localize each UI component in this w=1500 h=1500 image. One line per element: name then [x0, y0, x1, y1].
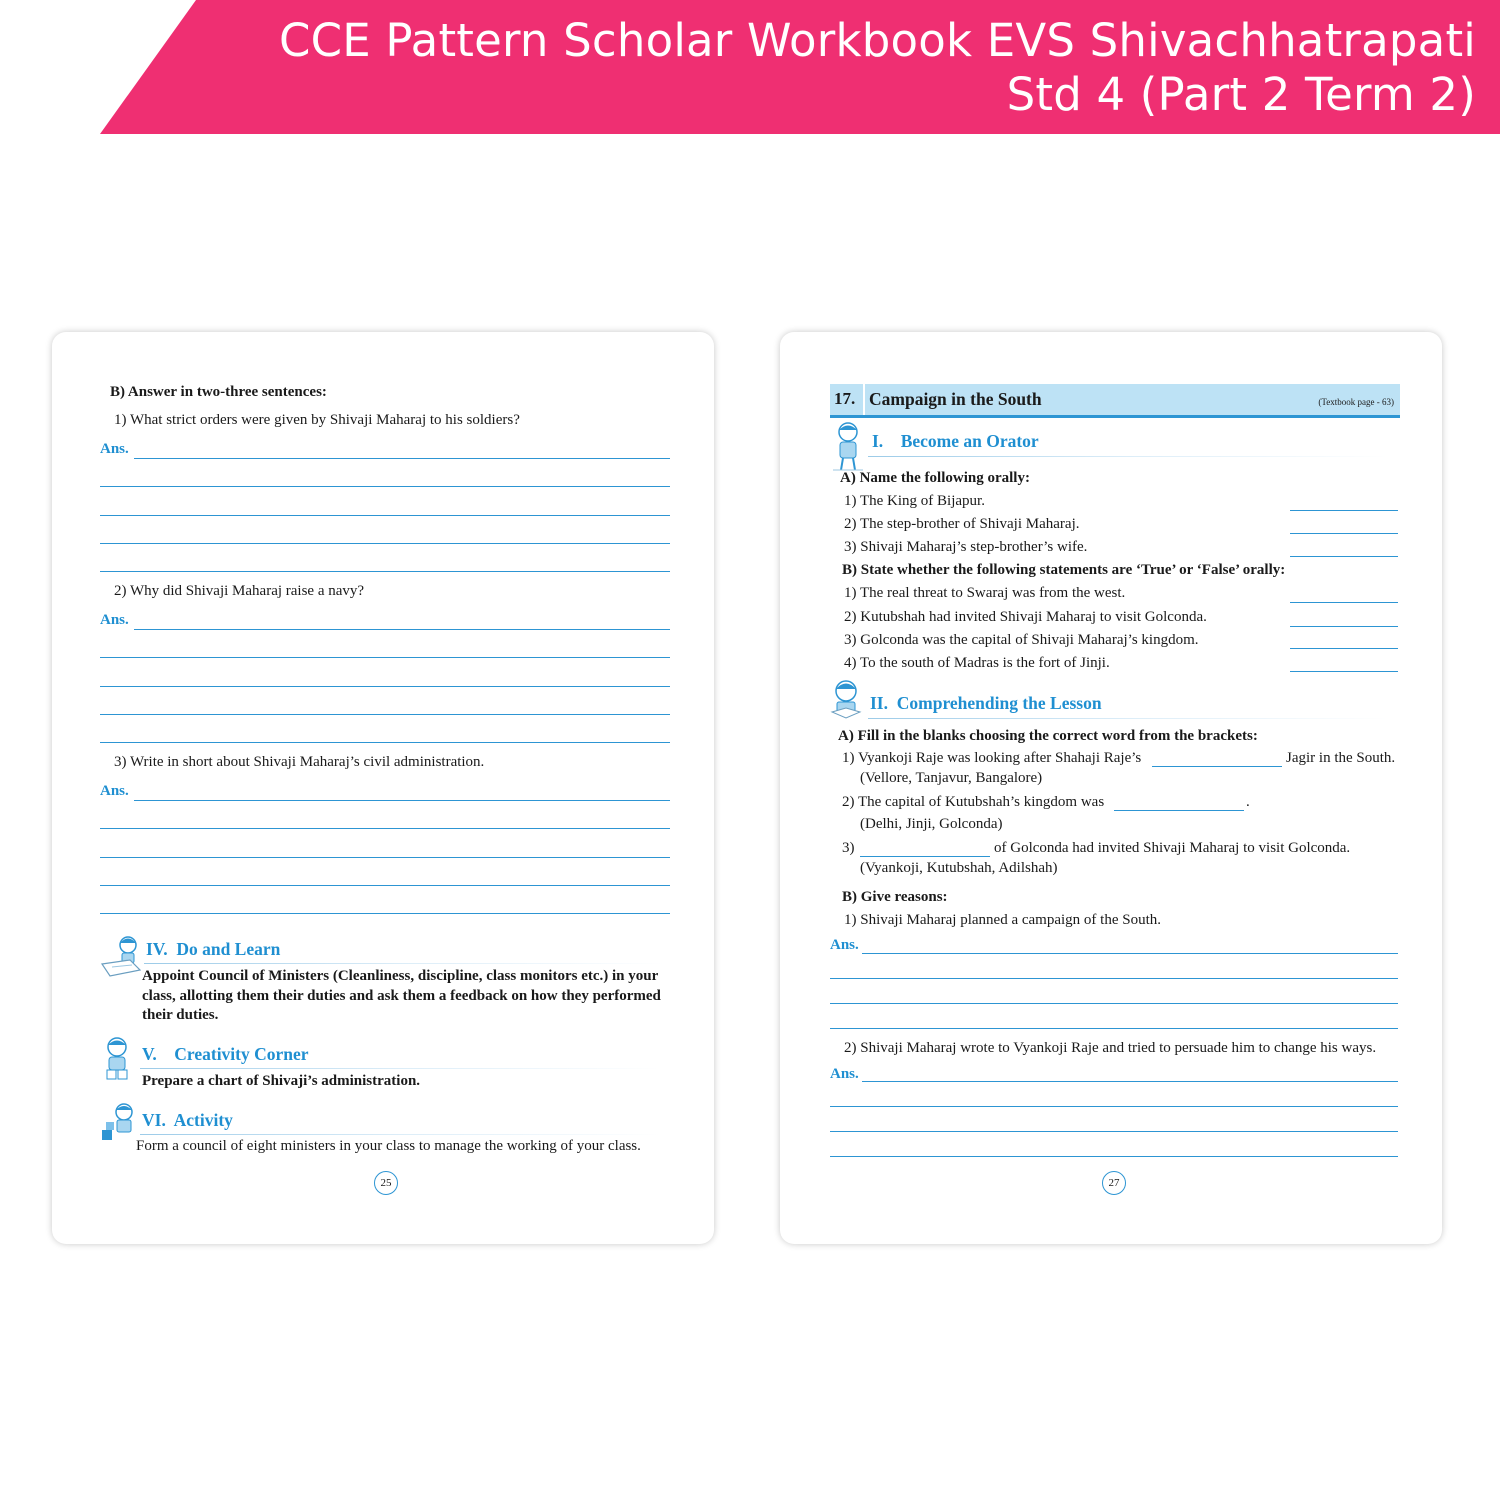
do-learn-heading	[146, 939, 280, 960]
orator-a-item-1: 1) The King of Bijapur.	[844, 493, 985, 509]
answer-line[interactable]	[830, 1106, 1398, 1107]
do-learn-title: Do and Learn	[176, 939, 281, 959]
left-page	[52, 332, 714, 1244]
right-page	[780, 332, 1442, 1244]
do-learn-line-2: class, allotting them their duties and ask them a feedback on how they performed	[142, 988, 661, 1004]
oral-answer-line[interactable]	[1290, 626, 1398, 627]
banner-title	[279, 14, 1476, 122]
do-learn-num: IV.	[146, 939, 168, 959]
activity-num: VI.	[142, 1110, 166, 1130]
fill-blank[interactable]	[860, 856, 990, 857]
orator-b-item-1: 1) The real threat to Swaraj was from the west.	[844, 585, 1126, 601]
section-divider	[868, 718, 1388, 719]
question-2: 2) Why did Shivaji Maharaj raise a navy?	[114, 583, 365, 599]
child-drawing-icon	[102, 1036, 134, 1082]
orator-b-heading: B) State whether the following statements are ‘True’ or ‘False’ orally:	[842, 562, 1286, 578]
orator-a-heading: A) Name the following orally:	[840, 470, 1030, 486]
fill-q2-options: (Delhi, Jinji, Golconda)	[860, 816, 1003, 832]
fill-q1-end: Jagir in the South.	[1286, 750, 1396, 766]
comprehend-heading	[870, 693, 1102, 714]
orator-a-item-3: 3) Shivaji Maharaj’s step-brother’s wife.	[844, 539, 1088, 555]
answer-line[interactable]	[100, 714, 670, 715]
chapter-number: 17.	[834, 389, 856, 408]
do-learn-line-1: Appoint Council of Ministers (Cleanliness, discipline, class monitors etc.) in your	[142, 968, 659, 984]
fill-blank[interactable]	[1152, 766, 1282, 767]
answer-line[interactable]	[134, 458, 670, 459]
answer-line[interactable]	[100, 657, 670, 658]
reasons-heading: B) Give reasons:	[842, 889, 948, 905]
ans-label: Ans.	[100, 441, 129, 457]
orator-b-item-4: 4) To the south of Madras is the fort of Jinji.	[844, 655, 1110, 671]
answer-line[interactable]	[830, 1028, 1398, 1029]
orator-title: Become an Orator	[900, 431, 1039, 451]
child-blocks-icon	[100, 1102, 138, 1142]
oral-answer-line[interactable]	[1290, 533, 1398, 534]
chapter-underline	[830, 415, 1400, 418]
fill-q3-number: 3)	[842, 840, 855, 856]
chapter-title: Campaign in the South	[869, 389, 1042, 409]
oral-answer-line[interactable]	[1290, 556, 1398, 557]
answer-line[interactable]	[100, 913, 670, 914]
question-3: 3) Write in short about Shivaji Maharaj’s civil administration.	[114, 754, 485, 770]
fill-blank[interactable]	[1114, 810, 1244, 811]
answer-line[interactable]	[830, 978, 1398, 979]
answer-line[interactable]	[100, 885, 670, 886]
child-writing-icon	[100, 934, 144, 978]
creativity-heading	[142, 1044, 309, 1065]
answer-line[interactable]	[830, 1003, 1398, 1004]
fill-q2-end: .	[1246, 794, 1250, 810]
orator-b-item-3: 3) Golconda was the capital of Shivaji Maharaj’s kingdom.	[844, 632, 1199, 648]
banner-title-line1: CCE Pattern Scholar Workbook EVS Shivachhatrapati	[278, 14, 1476, 67]
reason-2: 2) Shivaji Maharaj wrote to Vyankoji Raje and tried to persuade him to change his ways.	[844, 1040, 1377, 1056]
page-number: 25	[374, 1171, 398, 1195]
banner-title-line2: Std 4 (Part 2 Term 2)	[1006, 68, 1476, 121]
orator-num: I.	[872, 431, 884, 451]
answer-line[interactable]	[100, 571, 670, 572]
section-divider	[144, 963, 664, 964]
answer-line[interactable]	[100, 742, 670, 743]
creativity-title: Creativity Corner	[174, 1044, 309, 1064]
section-divider	[868, 456, 1388, 457]
do-learn-line-3: their duties.	[142, 1007, 219, 1023]
fill-q2-start: 2) The capital of Kutubshah’s kingdom was	[842, 794, 1105, 810]
ans-label: Ans.	[830, 1066, 859, 1082]
answer-line[interactable]	[830, 1131, 1398, 1132]
creativity-text: Prepare a chart of Shivaji’s administration.	[142, 1073, 421, 1089]
answer-line[interactable]	[100, 828, 670, 829]
answer-line[interactable]	[830, 1156, 1398, 1157]
answer-line[interactable]	[862, 953, 1398, 954]
ans-label: Ans.	[100, 612, 129, 628]
oral-answer-line[interactable]	[1290, 671, 1398, 672]
answer-line[interactable]	[862, 1081, 1398, 1082]
answer-line[interactable]	[100, 515, 670, 516]
question-1: 1) What strict orders were given by Shivaji Maharaj to his soldiers?	[114, 412, 520, 428]
orator-b-item-2: 2) Kutubshah had invited Shivaji Maharaj to visit Golconda.	[844, 609, 1207, 625]
comprehend-title: Comprehending the Lesson	[896, 693, 1102, 713]
reason-1: 1) Shivaji Maharaj planned a campaign of the South.	[844, 912, 1161, 928]
activity-title: Activity	[173, 1110, 233, 1130]
section-divider	[140, 1068, 660, 1069]
chapter-divider	[863, 384, 865, 415]
activity-text: Form a council of eight ministers in your class to manage the working of your class.	[136, 1138, 641, 1154]
section-divider	[140, 1134, 660, 1135]
oral-answer-line[interactable]	[1290, 602, 1398, 603]
fill-q3-options: (Vyankoji, Kutubshah, Adilshah)	[860, 860, 1058, 876]
oral-answer-line[interactable]	[1290, 648, 1398, 649]
fill-q3-end: of Golconda had invited Shivaji Maharaj to visit Golconda.	[994, 840, 1351, 856]
orator-heading	[872, 431, 1039, 452]
child-speaking-icon	[830, 420, 866, 472]
creativity-num: V.	[142, 1044, 157, 1064]
answer-line[interactable]	[100, 486, 670, 487]
fill-q1-options: (Vellore, Tanjavur, Bangalore)	[860, 770, 1043, 786]
answer-line[interactable]	[134, 629, 670, 630]
title-banner	[0, 0, 1500, 134]
answer-line[interactable]	[100, 543, 670, 544]
orator-a-item-2: 2) The step-brother of Shivaji Maharaj.	[844, 516, 1080, 532]
comprehend-a-heading: A) Fill in the blanks choosing the correct word from the brackets:	[838, 728, 1258, 744]
answer-line[interactable]	[134, 800, 670, 801]
answer-line[interactable]	[100, 857, 670, 858]
oral-answer-line[interactable]	[1290, 510, 1398, 511]
ans-label: Ans.	[100, 783, 129, 799]
activity-heading	[142, 1110, 233, 1131]
ans-label: Ans.	[830, 937, 859, 953]
answer-line[interactable]	[100, 686, 670, 687]
fill-q1-start: 1) Vyankoji Raje was looking after Shahaji Raje’s	[842, 750, 1142, 766]
comprehend-num: II.	[870, 693, 888, 713]
textbook-ref: (Textbook page - 63)	[1318, 397, 1394, 407]
page-number: 27	[1102, 1171, 1126, 1195]
child-reading-icon	[828, 678, 864, 720]
chapter-header	[830, 384, 1400, 415]
section-b-heading: B) Answer in two-three sentences:	[110, 384, 327, 400]
